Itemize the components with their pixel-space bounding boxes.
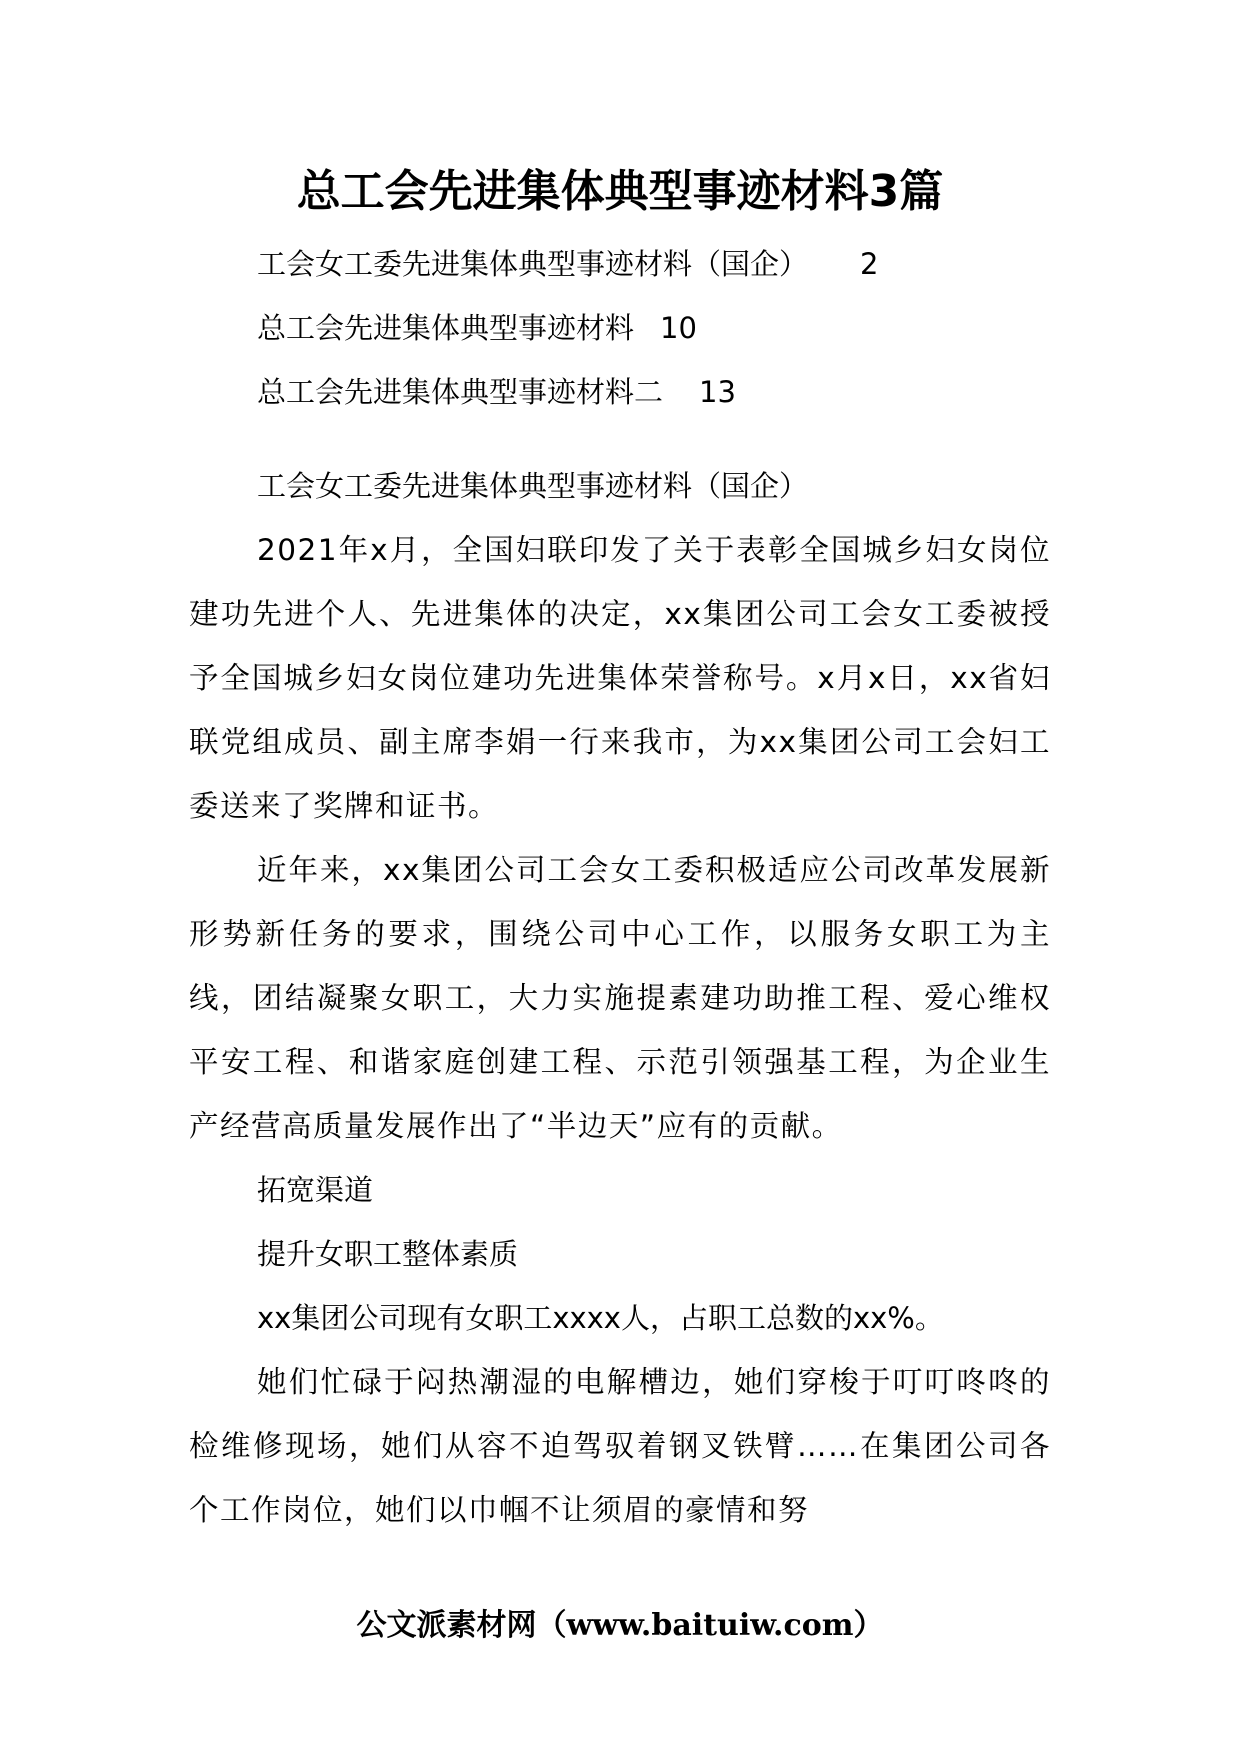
footer-source: 公文派素材网（www.baituiw.com） [356, 1608, 884, 1643]
sub-heading: 拓宽渠道 [257, 1173, 374, 1207]
toc-entry-label: 总工会先进集体典型事迹材料 [257, 311, 635, 345]
toc-entry-page: 2 [860, 247, 879, 281]
section-heading: 工会女工委先进集体典型事迹材料（国企） [257, 469, 809, 503]
body-paragraph: 近年来，xx集团公司工会女工委积极适应公司改革发展新形势新任务的要求，围绕公司中心工作，以服务女职工为主线，团结凝聚女职工，大力实施提素建功助推工程、爱心维权平安工程、和谐家庭创建工程、示范引领强基工程，为企业生产经营高质量发展作出了“半边天”应有的贡献。 [189, 853, 1051, 1143]
body-paragraph: 2021年x月，全国妇联印发了关于表彰全国城乡妇女岗位建功先进个人、先进集体的决定，xx集团公司工会女工委被授予全国城乡妇女岗位建功先进集体荣誉称号。x月x日，xx省妇联党组成员、副主席李娟一行来我市，为xx集团公司工会妇工委送来了奖牌和证书。 [189, 533, 1051, 823]
toc-entry[interactable] [257, 232, 878, 296]
body-paragraph: xx集团公司现有女职工xxxx人，占职工总数的xx%。 [257, 1301, 944, 1335]
toc-entry-label: 工会女工委先进集体典型事迹材料（国企） [257, 247, 809, 281]
toc-entry[interactable] [257, 360, 878, 424]
toc-entry-page: 13 [699, 375, 736, 409]
toc-entry-page: 10 [660, 311, 697, 345]
document-body [189, 454, 1051, 1542]
body-paragraph: 她们忙碌于闷热潮湿的电解槽边，她们穿梭于叮叮咚咚的检维修现场，她们从容不迫驾驭着钢叉铁臂……在集团公司各个工作岗位，她们以巾帼不让须眉的豪情和努 [189, 1365, 1051, 1527]
toc-entry-label: 总工会先进集体典型事迹材料二 [257, 375, 664, 409]
table-of-contents [257, 232, 878, 424]
sub-heading: 提升女职工整体素质 [257, 1237, 519, 1271]
document-title: 总工会先进集体典型事迹材料3篇 [296, 166, 944, 217]
toc-entry[interactable] [257, 296, 878, 360]
